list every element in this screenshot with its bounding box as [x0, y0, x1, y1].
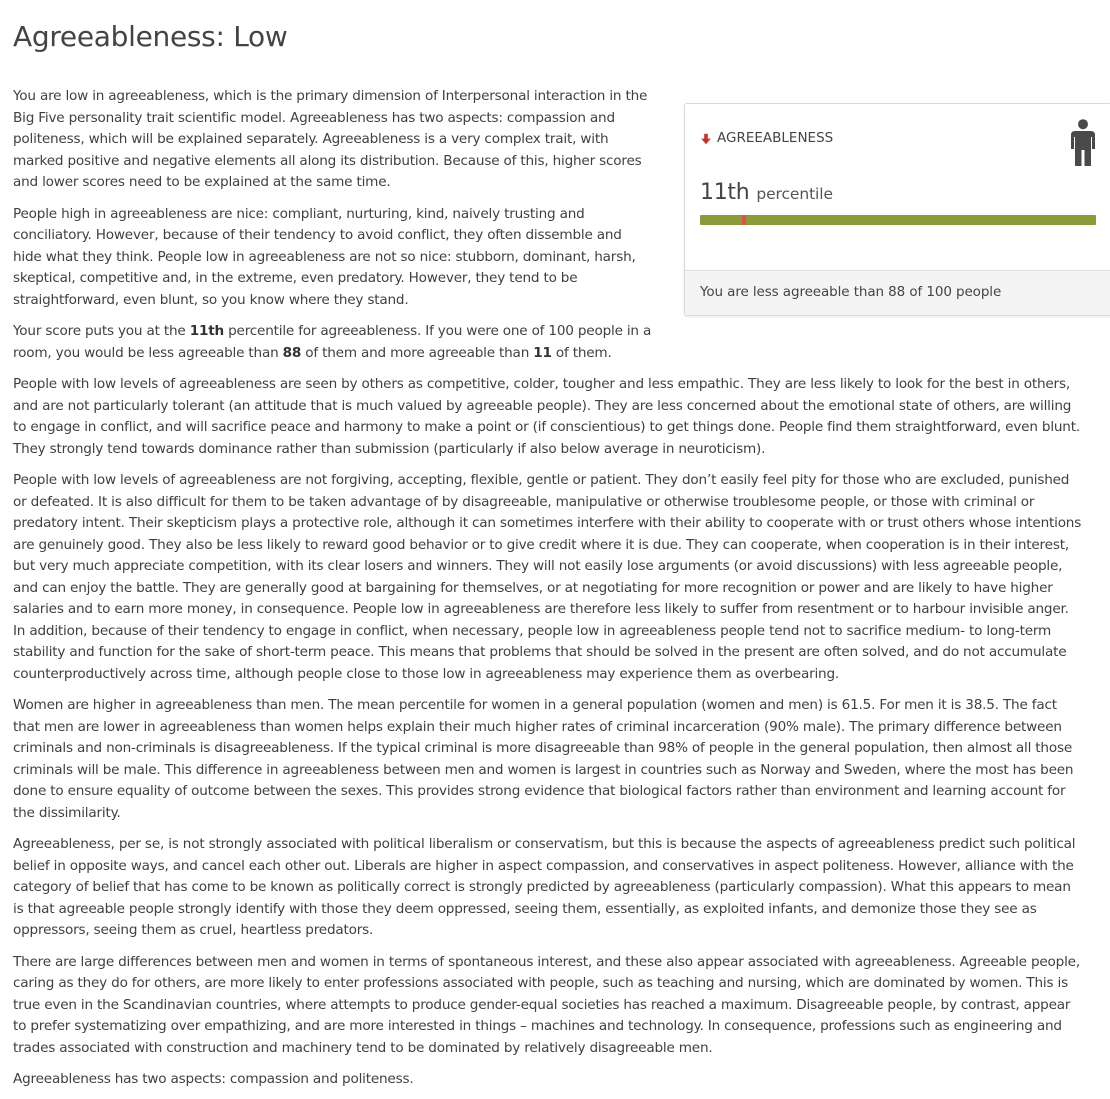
paragraph-high-vs-low: People high in agreeableness are nice: compliant, nurturing, kind, naively trusting and conciliatory. However, because of their tendency to avoid conflict, they often dissemble and hide what they think. People low in agreeableness are not so nice: stubborn, dominant, harsh, skeptical, competitive and, in the extreme, even predatory. However, they tend to be straightforward, even blunt, so you know where they stand. — [13, 205, 636, 308]
percentile-score — [700, 182, 833, 206]
score-card — [684, 103, 1110, 316]
paragraph-intro: You are low in agreeableness, which is the primary dimension of Interpersonal interaction in the Big Five personality trait scientific model. Agreeableness has two aspects: compassion and politeness, which will be explained separately. Agreeableness is a very complex trait, with marked positive and negative elements all along its distribution. Because of this, higher scores and lower scores need to be explained at the same time. — [13, 88, 648, 190]
person-icon — [1069, 119, 1097, 167]
score-percentile-bold: 11th — [189, 323, 224, 339]
trait-label — [700, 128, 833, 150]
more-agreeable-count: 11 — [533, 344, 552, 361]
score-card-body — [685, 104, 1110, 272]
page-title: Agreeableness: Low — [13, 20, 288, 53]
score-summary: You are less agreeable than 88 of 100 people — [685, 270, 1110, 315]
percentile-bar — [700, 215, 1096, 225]
paragraph-interests: There are large differences between men and women in terms of spontaneous interest, and these also appear associated with agreeableness. Agreeable people, caring as they do for others, are more likely to enter professions associated with people, such as teaching and nursing, which are dominated by women. This is true even in the Scandinavian countries, where attempts to produce gender-equal societies has reached a maximum. Disagreeable people, by contrast, appear to prefer systematizing over empathizing, and are more interested in things – machines and technology. In consequence, professions such as engineering and trades associated with construction and machinery tend to be dominated by relatively disagreeable men. — [13, 953, 1080, 1056]
paragraph-politics: Agreeableness, per se, is not strongly associated with political liberalism or conservatism, but this is because the aspects of agreeableness predict such political belief in opposite ways, and cancel each other out. Liberals are higher in aspect compassion, and conservatives in aspect politeness. However, alliance with the category of belief that has come to be known as politically correct is strongly predicted by agreeableness (particularly compassion). What this appears to mean is that agreeable people strongly identify with those they deem oppressed, seeing them, essentially, as exploited infants, and demonize those they see as oppressors, seeing them as cruel, heartless predators. — [13, 836, 1076, 938]
percentile-unit: percentile — [756, 185, 833, 203]
less-agreeable-count: 88 — [282, 344, 302, 361]
paragraph-traits: People with low levels of agreeableness are not forgiving, accepting, flexible, gentle or patient. They don’t easily feel pity for those who are excluded, punished or defeated. It is also difficult for them to be taken advantage of by disagreeable, manipulative or otherwise troublesome people, or those with criminal or predatory intent. Their skepticism plays a protective role, although it can sometimes interfere with their ability to cooperate with or trust others whose intentions are genuinely good. They also be less likely to reward good behavior or to give credit where it is due. They can cooperate, when cooperation is in their interest, but very much appreciate competition, with its clear losers and winners. They will not easily lose arguments (or avoid discussions) with less agreeable people, and can enjoy the battle. They are generally good at bargaining for themselves, or at negotiating for more recognition or power and are likely to have higher salaries and to earn more money, in consequence. People low in agreeableness are therefore less likely to suffer from resentment or to harbour invisible anger. In addition, because of their tendency to engage in conflict, when necessary, people low in agreeableness people tend not to sacrifice medium- to long-term stability and function for the sake of short-term peace. This means that problems that should be solved in the present are often solved, and do not accumulate counterproductively across time, although people close to those low in agreeableness may experience them as overbearing. — [13, 472, 1082, 682]
percentile-value: 11th — [700, 180, 750, 205]
arrow-down-icon — [700, 133, 712, 145]
paragraph-aspects: Agreeableness has two aspects: compassion and politeness. — [13, 1071, 414, 1087]
report-content — [13, 86, 1084, 1091]
paragraph-score: Your score puts you at the 11th percentile for agreeableness. If you were one of 100 people in a room, you would be less agreeable than 88 of them and more agreeable than 11 of them. — [13, 323, 652, 361]
paragraph-sex-differences: Women are higher in agreeableness than men. The mean percentile for women in a general population (women and men) is 61.5. For men it is 38.5. The fact that men are lower in agreeableness than women helps explain their much higher rates of criminal incarceration (90% male). The primary difference between criminals and non-criminals is disagreeableness. If the typical criminal is more disagreeable than 98% of people in the general population, then almost all those criminals will be male. This difference in agreeableness between men and women is largest in countries such as Norway and Sweden, where the most has been done to ensure equality of outcome between the sexes. This provides strong evidence that biological factors rather than environment and learning account for the dissimilarity. — [13, 697, 1074, 821]
percentile-marker — [742, 215, 746, 225]
trait-label-text: AGREEABLENESS — [717, 130, 834, 146]
paragraph-perception: People with low levels of agreeableness are seen by others as competitive, colder, tougher and less empathic. They are less likely to look for the best in others, and are not particularly tolerant (an attitude that is much valued by agreeable people). They are less concerned about the emotional state of others, are willing to engage in conflict, and will sacrifice peace and harmony to make a point or (if conscientious) to get things done. People find them straightforward, even blunt. They strongly tend towards dominance rather than submission (particularly if also below average in neuroticism). — [13, 376, 1080, 457]
